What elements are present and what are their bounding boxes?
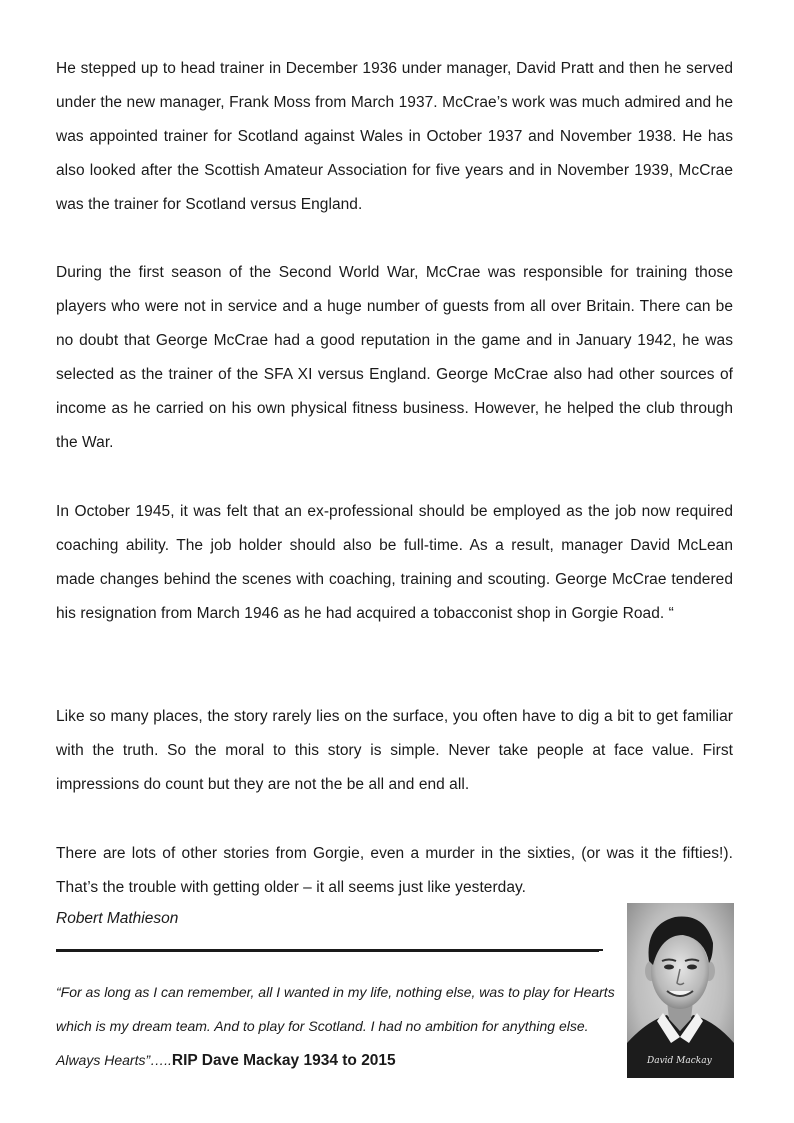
author-signature: Robert Mathieson (56, 910, 179, 927)
paragraph-october-1945: In October 1945, it was felt that an ex-professional should be employed as the job now required coaching ability. The job holder should also be full-time. As a result, manager David McLean made changes behind the scenes with coaching, training and scouting. George McCrae tendered his resignation from March 1946 as he had acquired a tobacconist shop in Gorgie Road. “ (56, 503, 733, 622)
paragraph-gorgie-stories: There are lots of other stories from Gorgie, even a murder in the sixties, (or was it the fifties!). That’s the trouble with getting older – it all seems just like yesterday. (56, 845, 733, 896)
paragraph-head-trainer: He stepped up to head trainer in December 1936 under manager, David Pratt and then he served under the new manager, Frank Moss from March 1937. McCrae’s work was much admired and he was appointed trainer for Scotland against Wales in October 1937 and November 1938. He has also looked after the Scottish Amateur Association for five years and in November 1939, McCrae was the trainer for Scotland versus England. (56, 60, 733, 213)
quote-text: “For as long as I can remember, all I wanted in my life, nothing else, was to play for Hearts which is my dream team. And to play for Scotland. I had no ambition for anything else. Always Hearts”….. (56, 984, 615, 1068)
photo-autograph: David Mackay (647, 1056, 712, 1066)
paragraph-second-world-war: During the first season of the Second World War, McCrae was responsible for training those players who were not in service and a huge number of guests from all over Britain. There can be no doubt that George McCrae had a good reputation in the game and in January 1942, he was selected as the trainer of the SFA XI versus England. George McCrae also had other sources of income as he carried on his own physical fitness business. However, he helped the club through the War. (56, 264, 733, 451)
tribute-text: RIP Dave Mackay 1934 to 2015 (171, 1052, 396, 1069)
divider-line (56, 949, 599, 952)
paragraph-moral: Like so many places, the story rarely lies on the surface, you often have to dig a bit to get familiar with the truth. So the moral to this story is simple. Never take people at face value. First impressions do count but they are not the be all and end all. (56, 708, 733, 793)
mackay-quote (56, 975, 626, 1078)
divider-line-end (598, 949, 603, 951)
dave-mackay-photo (627, 903, 734, 1078)
